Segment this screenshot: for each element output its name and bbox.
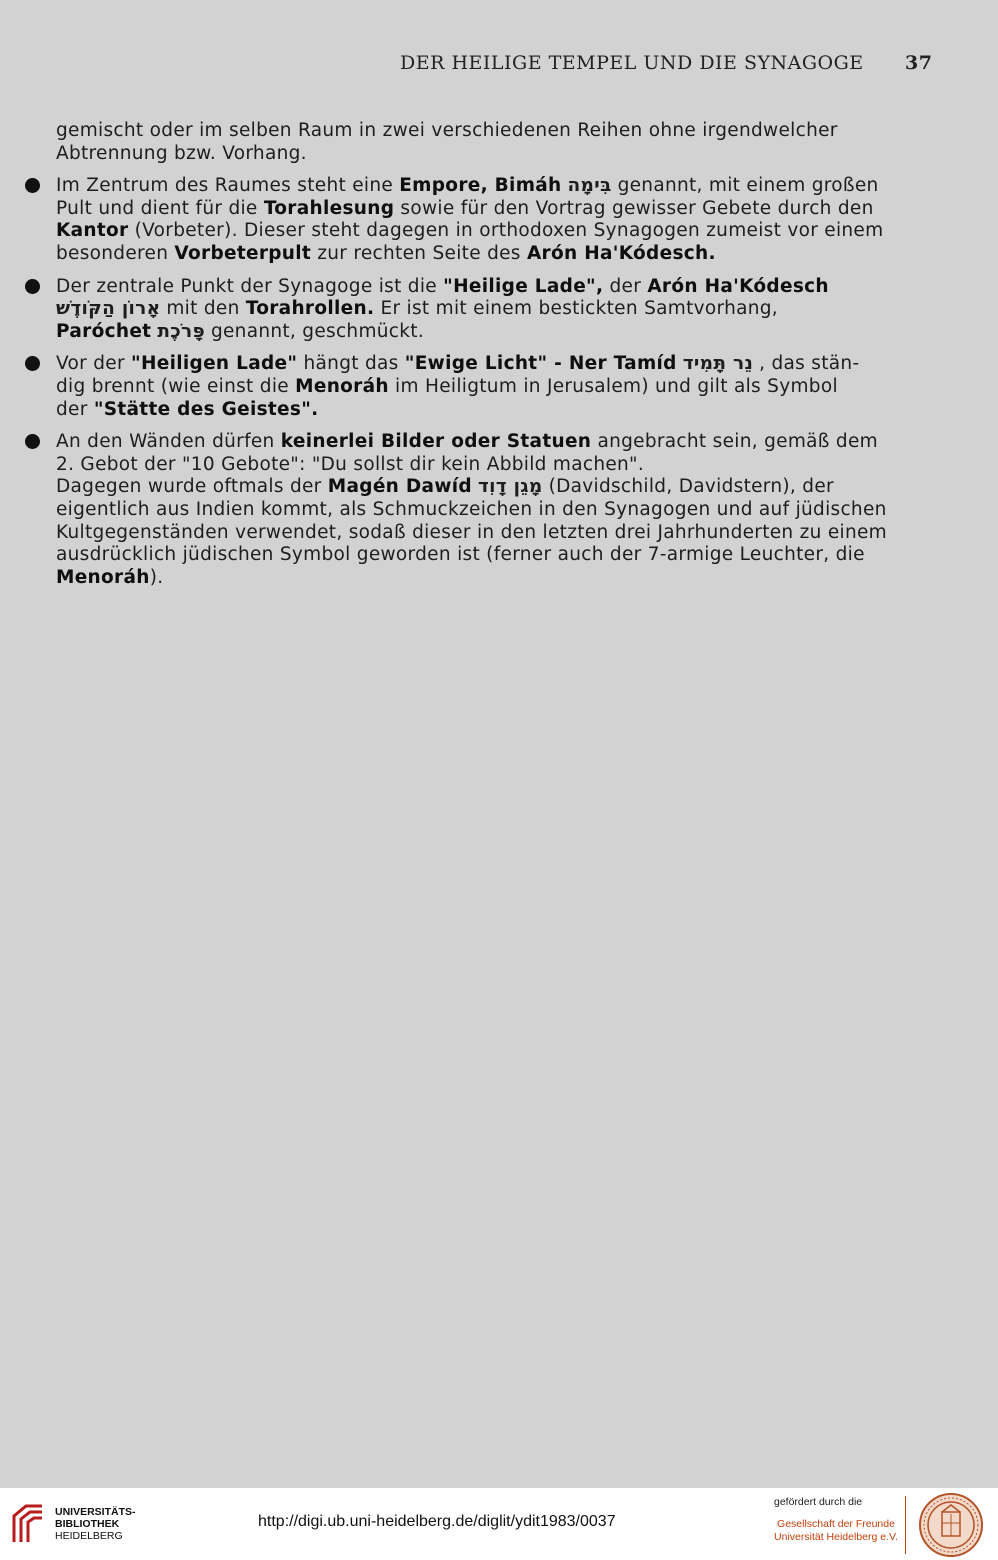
text-line: אָרוֹן הַקֹּודֶשׁ mit den Torahrollen. Er ist mit einem bestickten Samtvorhang, <box>56 298 778 320</box>
text-line: ausdrücklich jüdischen Symbol geworden ist (ferner auch der 7-armige Leuchter, die <box>56 544 865 566</box>
text-line: Kultgegenständen verwendet, sodaß dieser in den letzten drei Jahrhunderten zu einem <box>56 521 888 543</box>
text-line: 2. Gebot der "10 Gebote": "Du sollst dir kein Abbild machen". <box>56 453 645 475</box>
text-line: Abtrennung bzw. Vorhang. <box>56 142 307 164</box>
running-head <box>400 52 933 74</box>
text-line: dig brennt (wie einst die Menoráh im Heiligtum in Jerusalem) und gilt als Symbol <box>56 375 838 397</box>
paragraph-heilige-lade <box>56 276 944 344</box>
bullet-icon <box>25 434 40 449</box>
text-line: Menoráh). <box>56 566 164 588</box>
bullet-icon <box>25 356 40 371</box>
text-line: Vor der "Heiligen Lade" hängt das "Ewige Licht" - Ner Tamíd נֵר תָּמִיד , das stän- <box>56 353 860 375</box>
permalink-url[interactable]: http://digi.ub.uni-heidelberg.de/diglit/ydit1983/0037 <box>258 1513 616 1530</box>
bullet-icon <box>25 279 40 294</box>
hebrew-term: פָּרֹכֶת <box>157 320 205 342</box>
text-line: Paróchet פָּרֹכֶת genannt, geschmückt. <box>56 320 425 342</box>
university-seal-icon <box>918 1492 984 1558</box>
page-number: 37 <box>905 52 933 74</box>
hebrew-term: נֵר תָּמִיד <box>682 353 754 375</box>
text-line: der "Stätte des Geistes". <box>56 398 319 420</box>
paragraph-ewige-licht <box>56 353 944 421</box>
hebrew-term: בִּימָה <box>567 175 612 197</box>
text-line: Im Zentrum des Raumes steht eine Empore, Bimáh בִּימָה genannt, mit einem großen <box>56 175 879 197</box>
hebrew-term: אָרוֹן הַקֹּודֶשׁ <box>56 298 161 320</box>
library-logo-icon <box>8 1502 48 1546</box>
body-text <box>56 120 944 599</box>
text-line: gemischt oder im selben Raum in zwei verschiedenen Reihen ohne irgendwelcher <box>56 120 838 141</box>
paragraph-continuation <box>56 120 944 165</box>
text-line: Der zentrale Punkt der Synagoge ist die "Heilige Lade", der Arón Ha'Kódesch <box>56 275 829 297</box>
divider <box>905 1496 906 1554</box>
text-line: Kantor (Vorbeter). Dieser steht dagegen in orthodoxen Synagogen zumeist vor einem <box>56 220 884 242</box>
paragraph-bimah <box>56 175 944 265</box>
sponsor-name: Gesellschaft der Freunde Universität Heidelberg e.V. <box>774 1518 898 1543</box>
text-line: Dagegen wurde oftmals der Magén Dawíd מָגֵן דָוִד (Davidschild, Davidstern), der <box>56 476 834 498</box>
digitization-footer <box>0 1488 998 1560</box>
hebrew-term: מָגֵן דָוִד <box>477 476 543 498</box>
text-line: besonderen Vorbeterpult zur rechten Seite des Arón Ha'Kódesch. <box>56 242 716 264</box>
funded-by-label: gefördert durch die <box>774 1496 863 1508</box>
text-line: eigentlich aus Indien kommt, als Schmuckzeichen in den Synagogen und auf jüdischen <box>56 498 887 520</box>
running-title: DER HEILIGE TEMPEL UND DIE SYNAGOGE <box>400 52 864 74</box>
paragraph-bilder <box>56 431 944 589</box>
library-name: UNIVERSITÄTS- BIBLIOTHEK HEIDELBERG <box>55 1506 136 1542</box>
bullet-icon <box>25 178 40 193</box>
text-line: Pult und dient für die Torahlesung sowie für den Vortrag gewisser Gebete durch den <box>56 197 874 219</box>
text-line: An den Wänden dürfen keinerlei Bilder oder Statuen angebracht sein, gemäß dem <box>56 431 878 453</box>
